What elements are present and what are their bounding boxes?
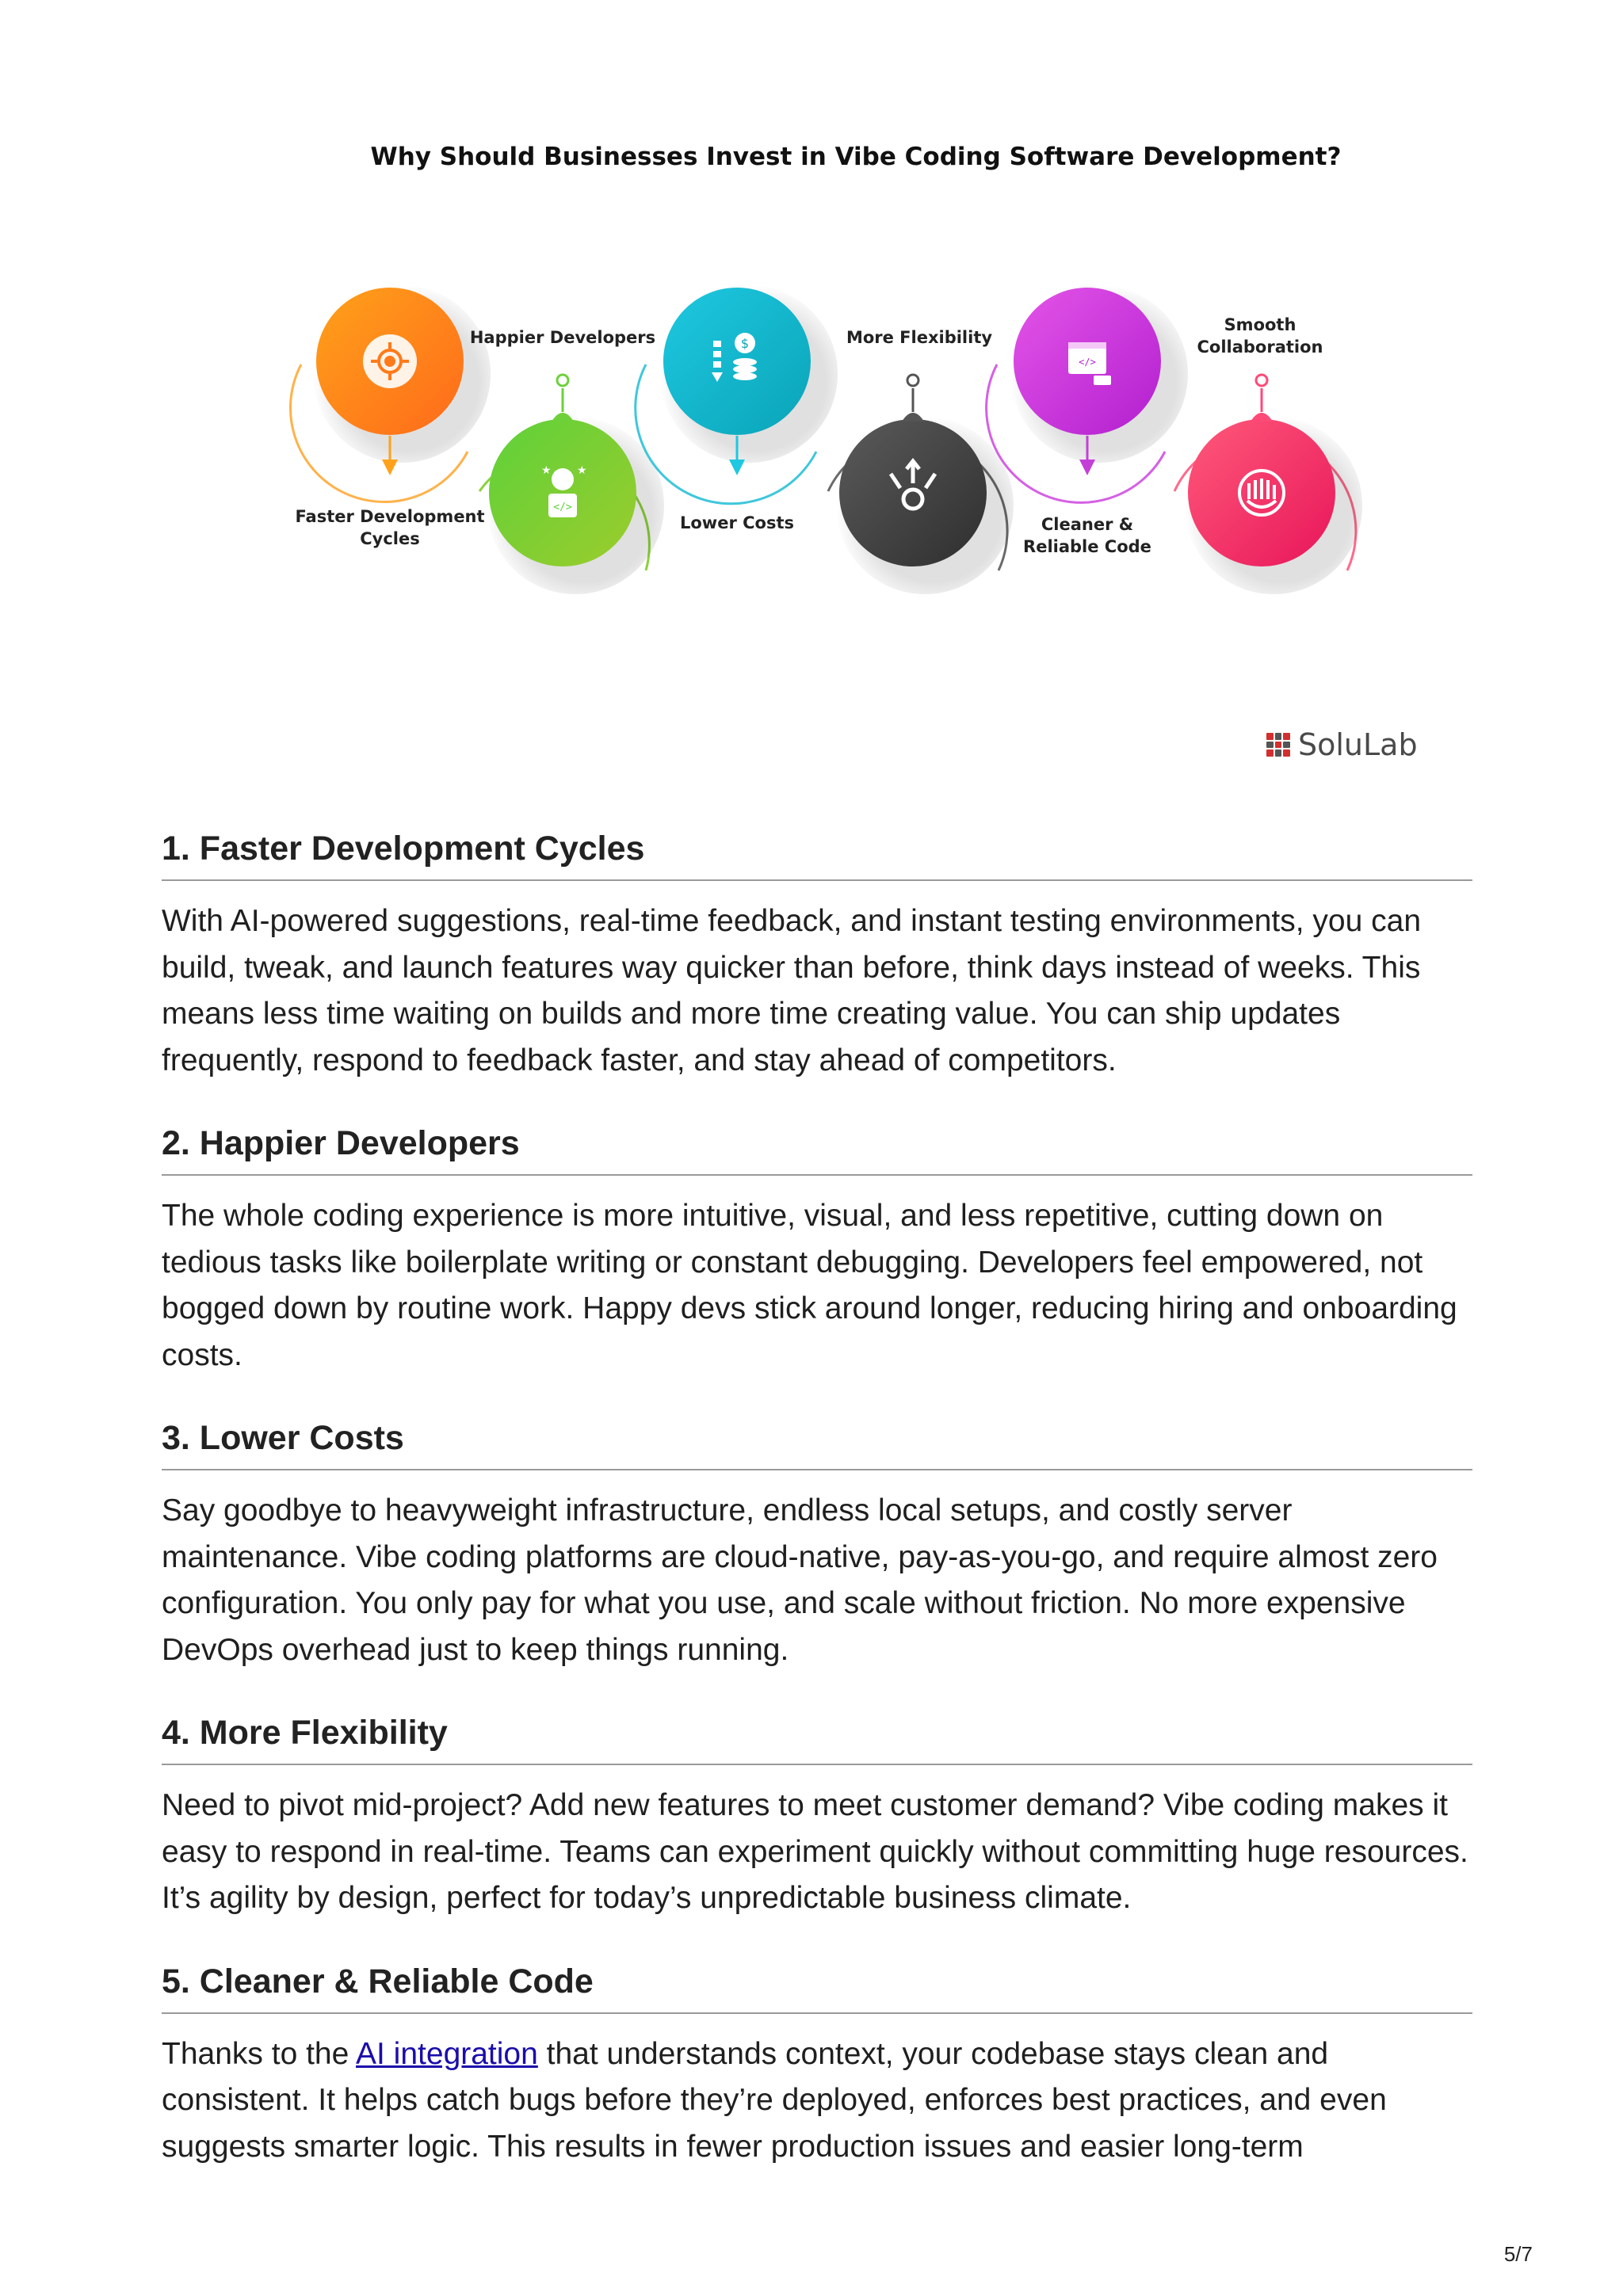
section-heading: 4. More Flexibility	[162, 1714, 448, 1752]
infographic-item-smooth-collaboration	[1174, 375, 1362, 594]
ai-integration-link[interactable]: AI integration	[356, 2036, 538, 2071]
infographic-label-flexibility: More Flexibility	[846, 328, 993, 347]
infographic-item-cleaner-code	[987, 285, 1188, 502]
section-body: With AI-powered suggestions, real-time feedback, and instant testing environments, you can build, tweak, and launch features way quicker than before, think days instead of weeks. This means less time waiting on builds and more time creating value. You can ship updates frequently, respond to feedback faster, and stay ahead of competitors.	[162, 904, 1422, 1077]
section-divider	[162, 879, 1472, 881]
infographic-label-faster: Faster Development Cycles	[295, 507, 485, 548]
svg-text:</>: </>	[1079, 357, 1096, 368]
svg-text:★: ★	[577, 463, 587, 476]
section-heading: 5. Cleaner & Reliable Code	[162, 1962, 594, 2000]
section-body: The whole coding experience is more intuitive, visual, and less repetitive, cutting down on tedious tasks like boilerplate writing or constant debugging. Developers feel empowered, not bogged down by routine work. Happy devs stick around longer, reducing hiring and onboarding costs.	[162, 1199, 1457, 1372]
section-faster-development	[162, 816, 1472, 1084]
infographic-label-collaboration: Smooth Collaboration	[1197, 315, 1323, 357]
solulab-logo	[1266, 727, 1418, 762]
section-divider	[162, 1764, 1472, 1765]
section-divider	[162, 1174, 1472, 1176]
infographic-item-lower-costs	[636, 285, 838, 504]
section-body: Need to pivot mid-project? Add new features to meet customer demand? Vibe coding makes it easy to respond in real-time. Teams can experiment quickly without committing huge resources. It’s agility by design, perfect for today’s unpredictable business climate.	[162, 1788, 1468, 1915]
svg-text:$: $	[740, 336, 750, 351]
section-heading: 2. Happier Developers	[162, 1124, 520, 1162]
infographic-label-cleaner: Cleaner & Reliable Code	[1023, 515, 1151, 556]
infographic-graphic	[269, 127, 1442, 792]
section-happier-developers	[162, 1111, 1472, 1379]
section-body-text: that understands context, your codebase stays clean and consistent. It helps catch bugs before they’re deployed, enforces best practices, and even suggests smarter logic. This results in fewer production issues and easier long-term	[162, 2036, 1387, 2164]
section-more-flexibility	[162, 1700, 1472, 1922]
section-divider	[162, 1469, 1472, 1470]
page-number: 5/7	[1503, 2242, 1533, 2266]
section-body	[162, 2031, 1472, 2171]
section-cleaner-code	[162, 1949, 1472, 2171]
section-divider	[162, 2012, 1472, 2014]
solulab-logo-icon	[1266, 733, 1290, 757]
infographic-title: Why Should Businesses Invest in Vibe Coding Software Development?	[370, 143, 1342, 171]
section-heading: 3. Lower Costs	[162, 1419, 404, 1457]
svg-text:</>: </>	[553, 502, 572, 513]
section-lower-costs	[162, 1405, 1472, 1673]
infographic	[269, 127, 1442, 792]
article-content	[162, 816, 1472, 2197]
section-heading: 1. Faster Development Cycles	[162, 830, 645, 868]
svg-text:★: ★	[541, 463, 552, 476]
infographic-item-faster-development	[290, 285, 491, 502]
section-body-text: Thanks to the	[162, 2036, 356, 2071]
infographic-label-happier: Happier Developers	[469, 328, 656, 347]
section-body: Say goodbye to heavyweight infrastructure, endless local setups, and costly server maintenance. Vibe coding platforms are cloud-native, pay-as-you-go, and require almost zero configuration. You only pay for what you use, and scale without friction. No more expensive DevOps overhead just to keep things running.	[162, 1493, 1438, 1667]
infographic-label-lower-costs: Lower Costs	[680, 513, 794, 532]
brand-name: SoluLab	[1298, 727, 1418, 762]
